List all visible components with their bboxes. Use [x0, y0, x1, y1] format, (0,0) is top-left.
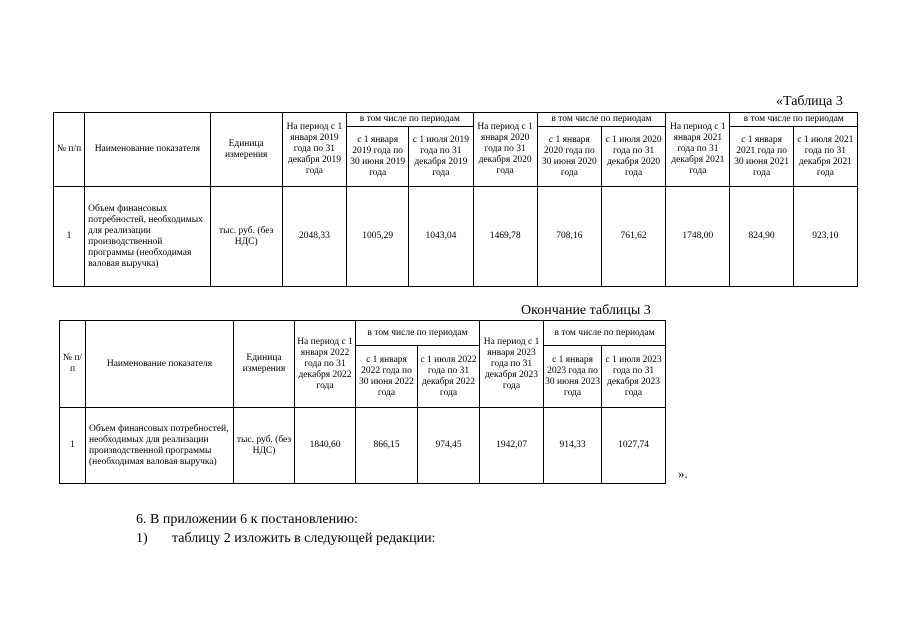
header-num: № п/п: [60, 321, 86, 408]
header-sub-2023: в том числе по периодам: [544, 321, 666, 346]
table2: [59, 320, 666, 484]
table-row: [54, 187, 858, 287]
row-num: 1: [54, 187, 85, 287]
paragraph-6: 6. В приложении 6 к постановлению:: [136, 512, 358, 527]
header-h2-2022: с 1 июля 2022 года по 31 декабря 2022 года: [418, 346, 480, 408]
value-cell: 824,90: [730, 187, 793, 287]
value-cell: 1469,78: [473, 187, 537, 287]
value-cell: 1748,00: [666, 187, 730, 287]
row-name: Объем финансовых потребностей, необходимых для реализации производственной программы (необходимая валовая выручка): [86, 408, 234, 484]
header-name: Наименование показателя: [85, 113, 210, 187]
list-item-text: таблицу 2 изложить в следующей редакции:: [172, 531, 436, 546]
value-cell: 1027,74: [602, 408, 666, 484]
row-num: 1: [60, 408, 86, 484]
closing-quote: ».: [678, 466, 688, 481]
table-row: [60, 408, 666, 484]
header-period-2020: На период с 1 января 2020 года по 31 декабря 2020 года: [473, 113, 537, 187]
header-period-2021: На период с 1 января 2021 года по 31 декабря 2021 года: [666, 113, 730, 187]
value-cell: 974,45: [418, 408, 480, 484]
header-name: Наименование показателя: [86, 321, 234, 408]
value-cell: 866,15: [356, 408, 418, 484]
table1-caption: «Таблица 3: [776, 94, 843, 109]
value-cell: 923,10: [793, 187, 857, 287]
header-num: № п/п: [54, 113, 85, 187]
value-cell: 1043,04: [409, 187, 473, 287]
header-h2-2020: с 1 июля 2020 года по 31 декабря 2020 года: [601, 127, 665, 187]
header-sub-2021: в том числе по периодам: [730, 113, 858, 127]
header-h2-2019: с 1 июля 2019 года по 31 декабря 2019 года: [409, 127, 473, 187]
header-sub-2022: в том числе по периодам: [356, 321, 480, 346]
header-h2-2023: с 1 июля 2023 года по 31 декабря 2023 года: [602, 346, 666, 408]
value-cell: 708,16: [537, 187, 601, 287]
row-unit: тыс. руб. (без НДС): [234, 408, 295, 484]
header-unit: Единица измерения: [210, 113, 282, 187]
list-item-number: 1): [136, 531, 148, 546]
row-unit: тыс. руб. (без НДС): [210, 187, 282, 287]
table2-caption: Окончание таблицы 3: [521, 303, 651, 318]
header-sub-2019: в том числе по периодам: [347, 113, 473, 127]
value-cell: 914,33: [544, 408, 602, 484]
header-h1-2022: с 1 января 2022 года по 30 июня 2022 года: [356, 346, 418, 408]
table1: [53, 112, 858, 287]
value-cell: 761,62: [601, 187, 665, 287]
header-h1-2020: с 1 января 2020 года по 30 июня 2020 года: [537, 127, 601, 187]
header-period-2019: На период с 1 января 2019 года по 31 декабря 2019 года: [282, 113, 346, 187]
header-h1-2021: с 1 января 2021 года по 30 июня 2021 года: [730, 127, 793, 187]
value-cell: 2048,33: [282, 187, 346, 287]
header-h1-2019: с 1 января 2019 года по 30 июня 2019 года: [347, 127, 409, 187]
value-cell: 1840,60: [295, 408, 356, 484]
value-cell: 1942,07: [480, 408, 544, 484]
row-name: Объем финансовых потребностей, необходимых для реализации производственной программы (необходимая валовая выручка): [85, 187, 210, 287]
header-period-2023: На период с 1 января 2023 года по 31 декабря 2023 года: [480, 321, 544, 408]
header-period-2022: На период с 1 января 2022 года по 31 декабря 2022 года: [295, 321, 356, 408]
header-h2-2021: с 1 июля 2021 года по 31 декабря 2021 года: [793, 127, 857, 187]
value-cell: 1005,29: [347, 187, 409, 287]
header-sub-2020: в том числе по периодам: [537, 113, 665, 127]
header-unit: Единица измерения: [234, 321, 295, 408]
header-h1-2023: с 1 января 2023 года по 30 июня 2023 года: [544, 346, 602, 408]
